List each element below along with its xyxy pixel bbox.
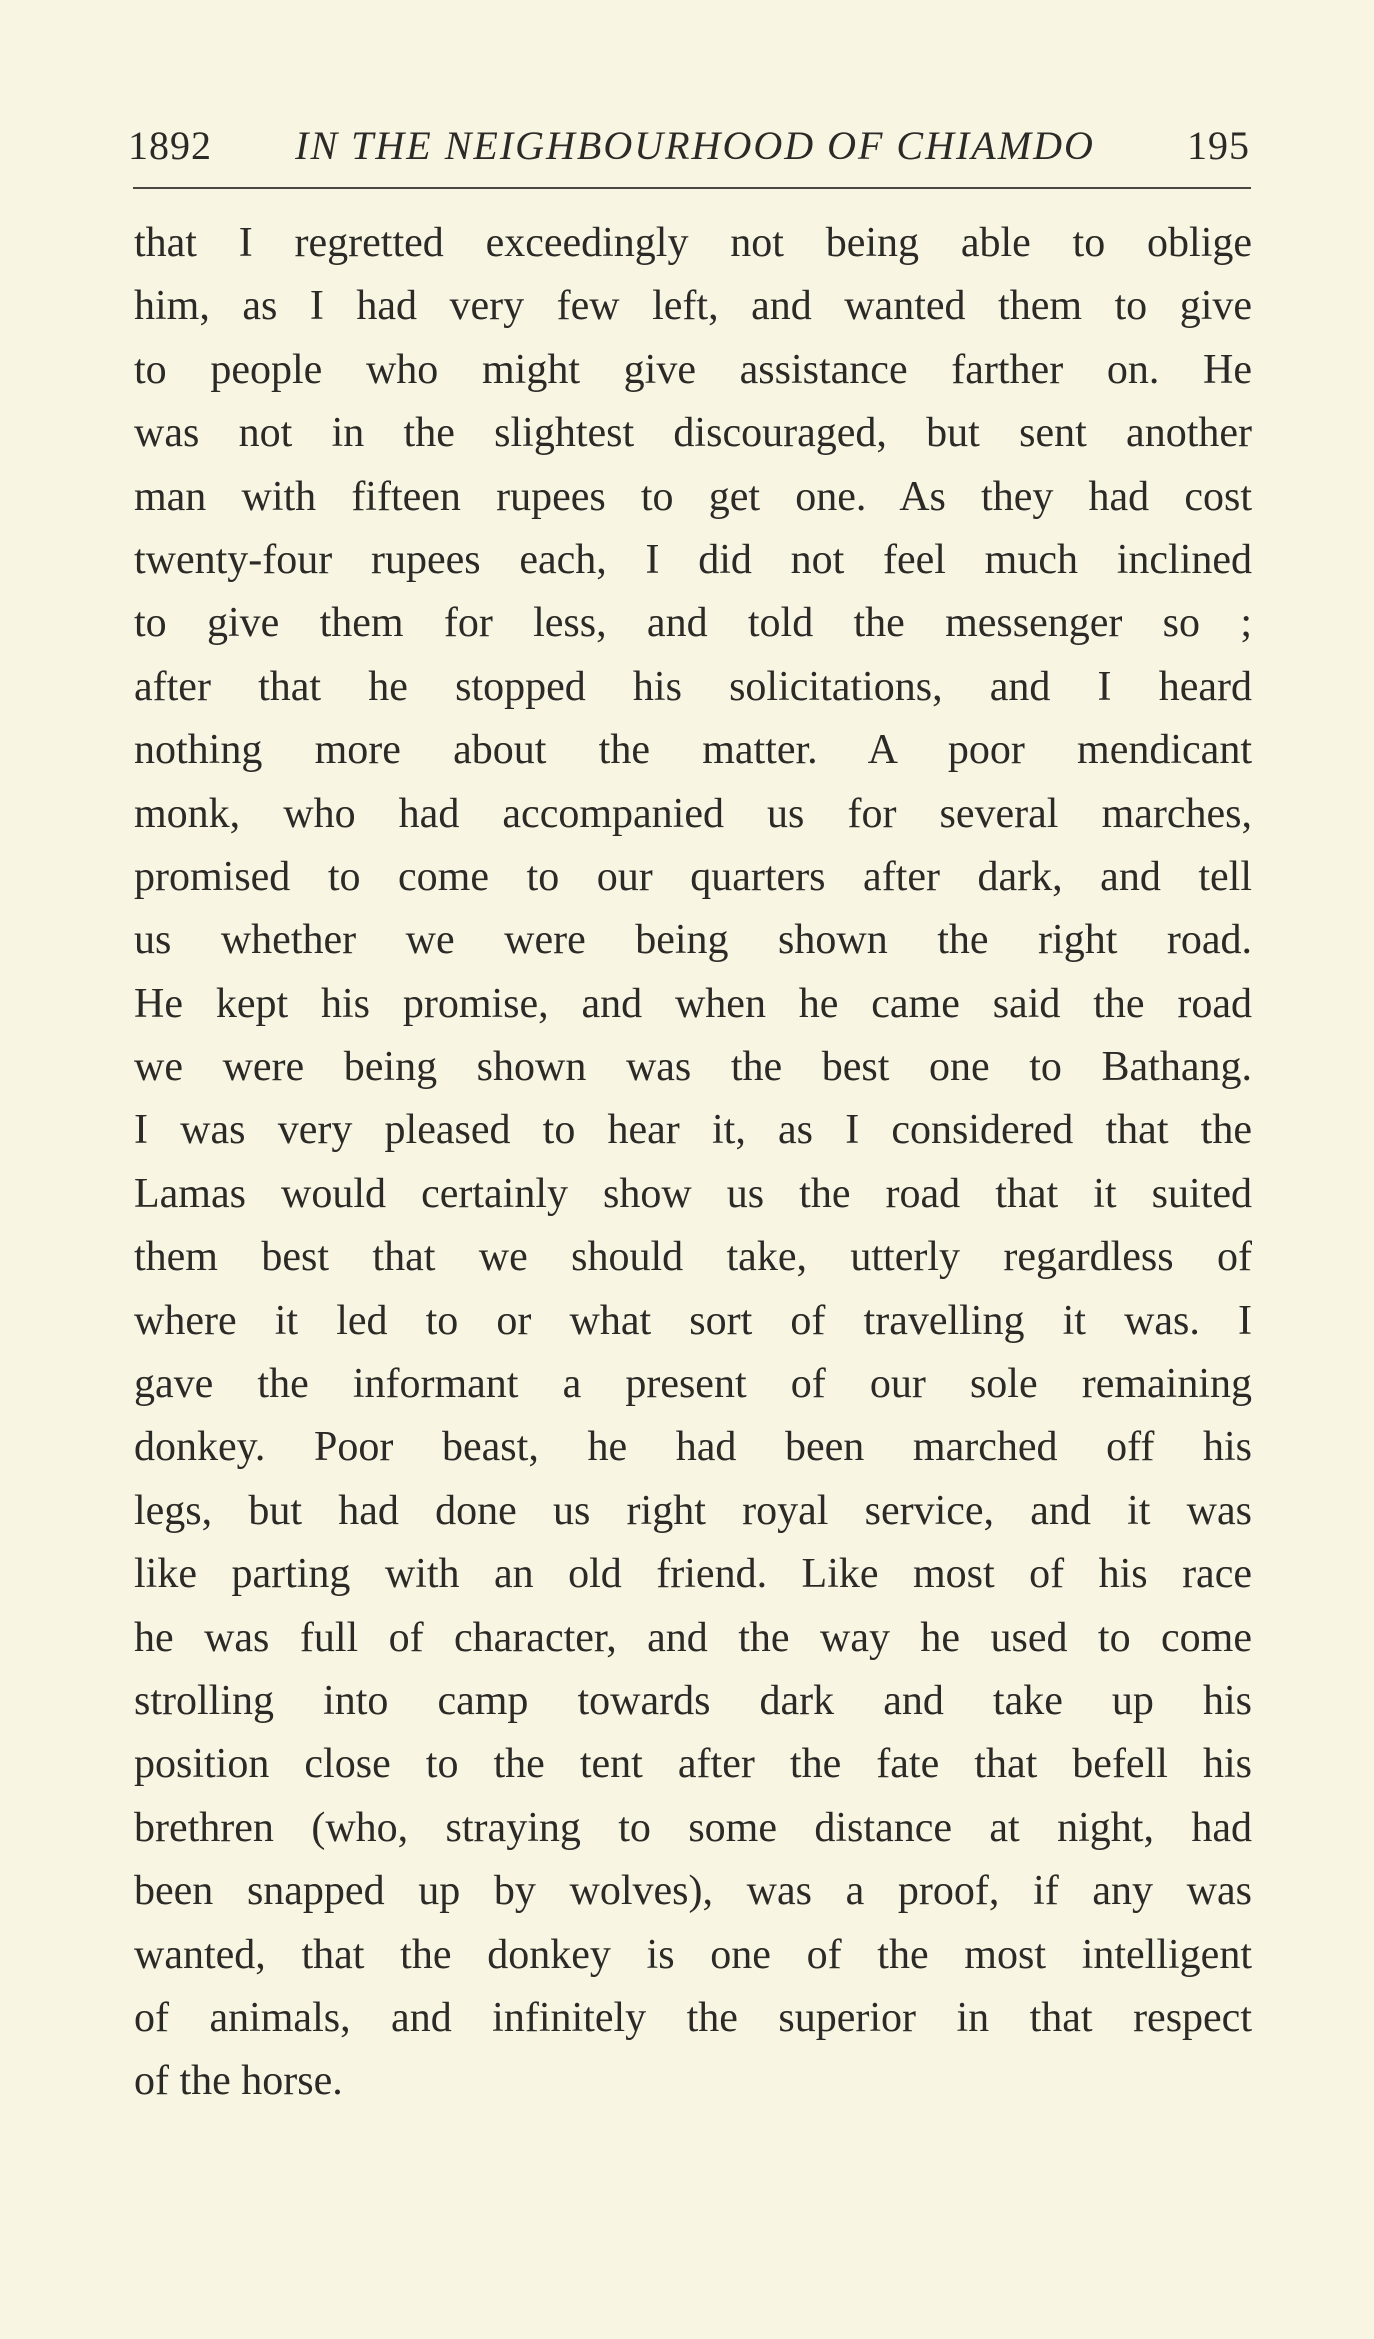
text-line: man with fifteen rupees to get one. As they had cost	[134, 473, 1252, 520]
text-line: of animals, and infinitely the superior in that respect	[134, 1994, 1252, 2041]
text-line: gave the informant a present of our sole remaining	[134, 1361, 1252, 1408]
text-line: us whether we were being shown the right road.	[134, 917, 1252, 964]
text-line: position close to the tent after the fate that befell his	[134, 1741, 1252, 1788]
text-line: I was very pleased to hear it, as I considered that the	[134, 1107, 1252, 1154]
text-line: donkey. Poor beast, he had been marched off his	[134, 1424, 1252, 1471]
text-line: he was full of character, and the way he used to come	[134, 1614, 1252, 1661]
body-paragraph	[134, 212, 1252, 2114]
text-line: legs, but had done us right royal service, and it was	[134, 1487, 1252, 1534]
text-line: Lamas would certainly show us the road that it suited	[134, 1170, 1252, 1217]
header-rule	[133, 187, 1251, 189]
page-number: 195	[1187, 123, 1250, 168]
text-line: where it led to or what sort of travelling it was. I	[134, 1297, 1252, 1344]
text-line: that I regretted exceedingly not being able to oblige	[134, 220, 1252, 266]
running-head	[128, 118, 1250, 174]
text-line: we were being shown was the best one to Bathang.	[134, 1044, 1252, 1091]
text-line: promised to come to our quarters after dark, and tell	[134, 853, 1252, 900]
text-line: to give them for less, and told the messenger so ;	[134, 600, 1252, 647]
text-line: twenty-four rupees each, I did not feel much inclined	[134, 536, 1252, 583]
text-line: to people who might give assistance farther on. He	[134, 346, 1252, 393]
running-head-year: 1892	[128, 123, 212, 168]
text-line: after that he stopped his solicitations, and I heard	[134, 663, 1252, 710]
text-line: wanted, that the donkey is one of the most intelligent	[134, 1931, 1252, 1978]
text-line: of the horse.	[134, 2058, 343, 2105]
text-line: like parting with an old friend. Like most of his race	[134, 1551, 1252, 1598]
text-line: strolling into camp towards dark and take up his	[134, 1677, 1252, 1724]
text-line: him, as I had very few left, and wanted them to give	[134, 283, 1252, 330]
text-line: was not in the slightest discouraged, but sent another	[134, 410, 1252, 457]
text-line: monk, who had accompanied us for several marches,	[134, 790, 1252, 837]
text-line: He kept his promise, and when he came said the road	[134, 980, 1252, 1027]
running-head-title: IN THE NEIGHBOURHOOD OF CHIAMDO	[295, 123, 1095, 168]
text-line: them best that we should take, utterly regardless of	[134, 1234, 1252, 1281]
text-line: brethren (who, straying to some distance at night, had	[134, 1804, 1252, 1851]
text-line: been snapped up by wolves), was a proof, if any was	[134, 1868, 1252, 1915]
text-line: nothing more about the matter. A poor mendicant	[134, 727, 1252, 774]
